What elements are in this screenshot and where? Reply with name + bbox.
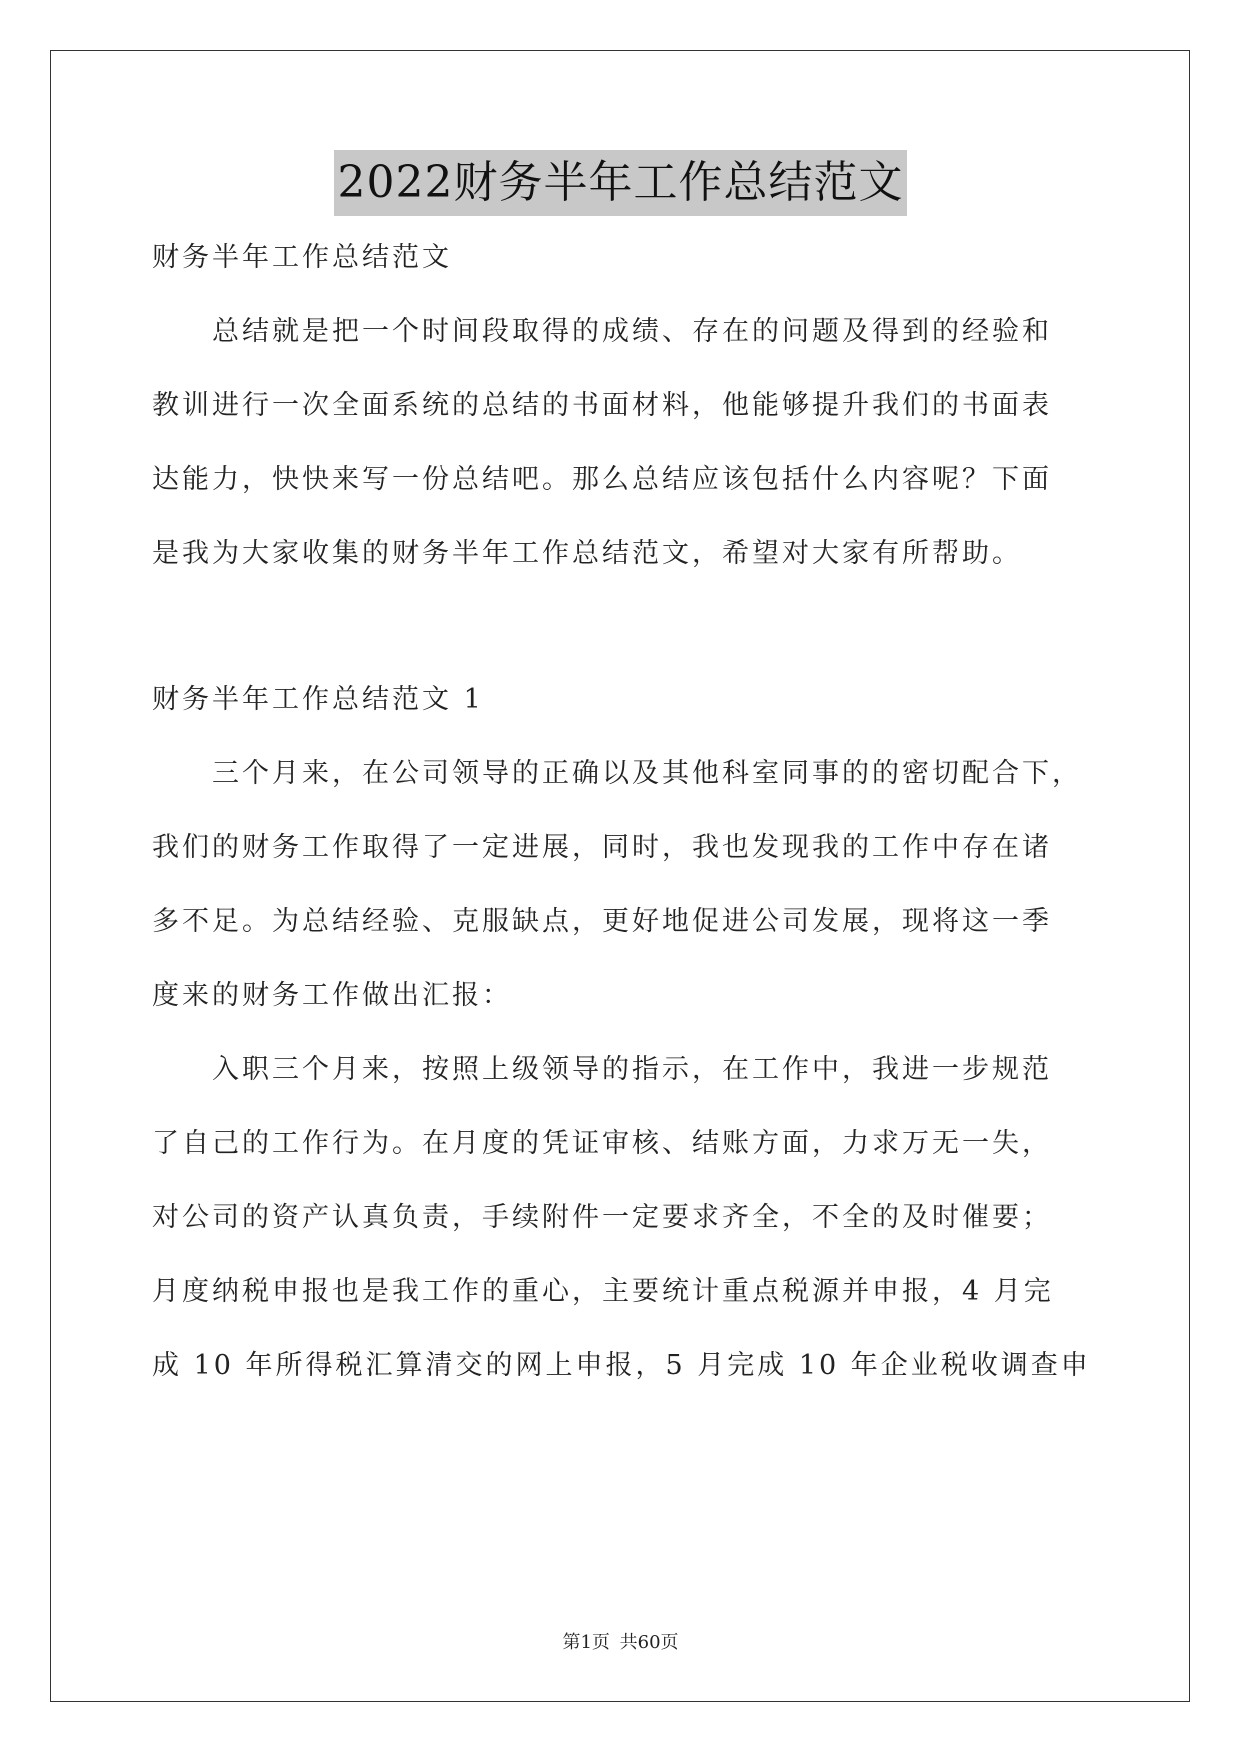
page-number: 第1页 bbox=[562, 1632, 610, 1653]
paragraph-line: 入职三个月来，按照上级领导的指示，在工作中，我进一步规范 bbox=[212, 1054, 1052, 1085]
paragraph-line: 是我为大家收集的财务半年工作总结范文，希望对大家有所帮助。 bbox=[152, 538, 1022, 569]
paragraph-line: 达能力，快快来写一份总结吧。那么总结应该包括什么内容呢？下面 bbox=[152, 464, 1052, 495]
paragraph-line: 对公司的资产认真负责，手续附件一定要求齐全，不全的及时催要； bbox=[152, 1202, 1052, 1233]
page-footer bbox=[0, 1628, 1241, 1654]
paragraph-line: 成 10 年所得税汇算清交的网上申报，5 月完成 10 年企业税收调查申 bbox=[152, 1350, 1091, 1381]
paragraph-line: 教训进行一次全面系统的总结的书面材料，他能够提升我们的书面表 bbox=[152, 390, 1052, 421]
section-heading: 财务半年工作总结范文 1 bbox=[152, 684, 484, 715]
paragraph-line: 月度纳税申报也是我工作的重心，主要统计重点税源并申报，4 月完 bbox=[152, 1276, 1054, 1307]
document-subtitle: 财务半年工作总结范文 bbox=[152, 242, 452, 273]
page-border bbox=[50, 50, 1190, 1702]
paragraph-line: 总结就是把一个时间段取得的成绩、存在的问题及得到的经验和 bbox=[212, 316, 1052, 347]
title-container bbox=[0, 150, 1241, 216]
paragraph-line: 了自己的工作行为。在月度的凭证审核、结账方面，力求万无一失， bbox=[152, 1128, 1052, 1159]
paragraph-line: 多不足。为总结经验、克服缺点，更好地促进公司发展，现将这一季 bbox=[152, 906, 1052, 937]
document-title: 2022财务半年工作总结范文 bbox=[334, 150, 908, 216]
paragraph-line: 三个月来，在公司领导的正确以及其他科室同事的的密切配合下， bbox=[212, 758, 1082, 789]
paragraph-line: 我们的财务工作取得了一定进展，同时，我也发现我的工作中存在诸 bbox=[152, 832, 1052, 863]
paragraph-line: 度来的财务工作做出汇报： bbox=[152, 980, 512, 1011]
page-total: 共60页 bbox=[619, 1632, 679, 1653]
